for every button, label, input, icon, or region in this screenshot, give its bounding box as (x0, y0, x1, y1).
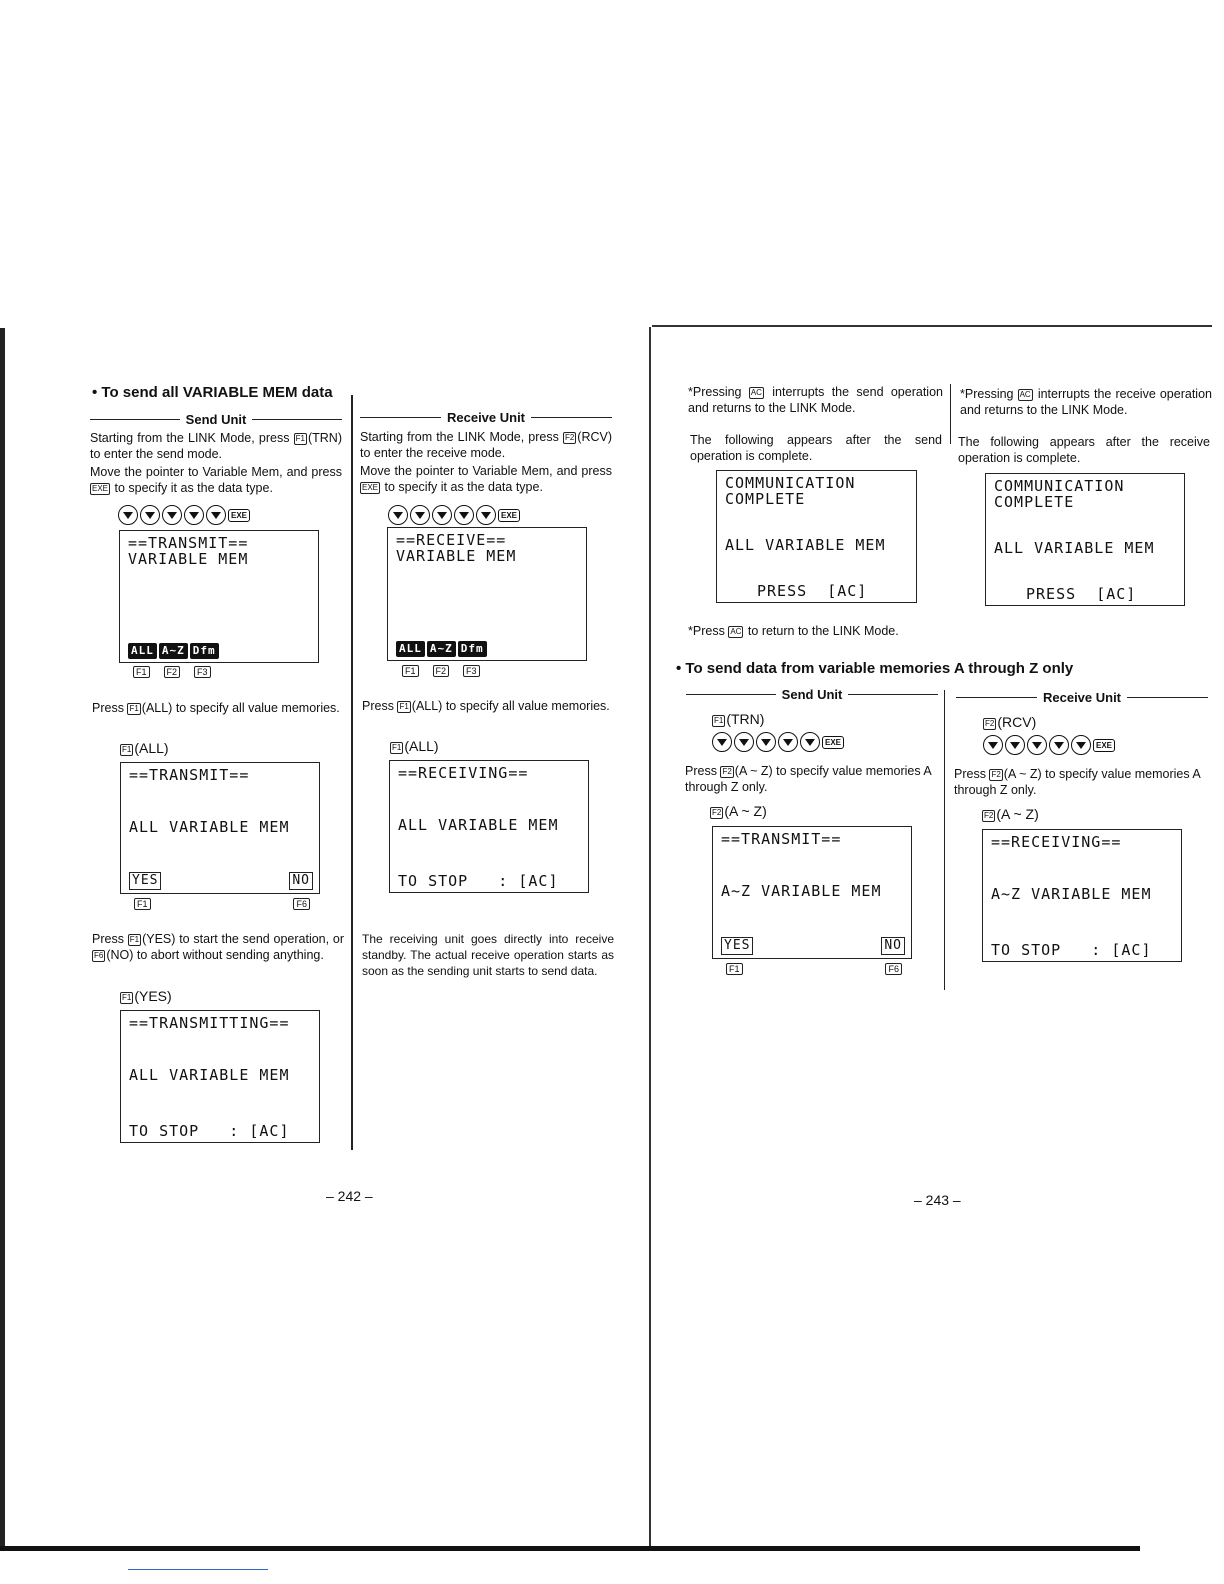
ac-key-icon: AC (750, 388, 762, 397)
yes-no-fkeys (134, 898, 310, 910)
yes-option: YES (129, 872, 161, 890)
down-arrow-sequence (118, 505, 250, 525)
down-arrow-icon (734, 732, 754, 752)
f2-key-icon: F2 (433, 665, 450, 677)
down-arrow-icon (1071, 735, 1091, 755)
f1-key-icon: F1 (133, 666, 150, 678)
f3-key-icon: F3 (194, 666, 211, 678)
note-send-interrupt: *Pressing AC interrupts the send operation and returns to the LINK Mode. (688, 385, 943, 415)
down-arrow-icon (206, 505, 226, 525)
receive-unit-title: Receive Unit (360, 410, 612, 425)
ac-key-icon: AC (730, 627, 742, 636)
down-arrow-icon (756, 732, 776, 752)
receive-complete-screen: COMMUNICATION COMPLETE ALL VARIABLE MEM PRESS [AC] (985, 473, 1185, 606)
receive-select-all-text: Press F1 (ALL) to specify all value memories. (362, 699, 610, 713)
column-divider (351, 395, 353, 1150)
transmit-az-screen: ==TRANSMIT== A~Z VARIABLE MEM YES NO (712, 826, 912, 959)
down-arrow-icon (454, 505, 474, 525)
exe-key-icon: EXE (228, 509, 250, 522)
f1-key-icon: F1 (726, 963, 743, 975)
f1-key-icon: F1 (402, 665, 419, 677)
key-yes: F1 (YES) (122, 988, 172, 1004)
transmit-screen: ==TRANSMIT== VARIABLE MEM ALL A~Z Dfm (119, 530, 319, 663)
f3-key-icon: F3 (463, 665, 480, 677)
page-number-243: – 243 – (914, 1192, 961, 1208)
transmitting-screen: ==TRANSMITTING== ALL VARIABLE MEM TO STOP : [AC] (120, 1010, 320, 1143)
section-heading-az: • To send data from variable memories A through Z only (676, 660, 1074, 677)
exe-key-icon: EXE (822, 736, 844, 749)
section-heading: • To send all VARIABLE MEM data (92, 384, 333, 401)
down-arrow-sequence (983, 735, 1115, 755)
f1-key-icon: F1 (134, 898, 151, 910)
down-arrow-icon (410, 505, 430, 525)
blue-underline (128, 1569, 268, 1570)
down-arrow-icon (983, 735, 1003, 755)
fkey-row (402, 665, 480, 677)
transmit-confirm-screen: ==TRANSMIT== ALL VARIABLE MEM YES NO (120, 762, 320, 894)
f1-key-icon: F1 (295, 434, 305, 443)
down-arrow-icon (800, 732, 820, 752)
receive-unit-title-az: Receive Unit (956, 690, 1208, 705)
send-complete-screen: COMMUNICATION COMPLETE ALL VARIABLE MEM PRESS [AC] (716, 470, 917, 603)
ac-key-icon: AC (1019, 390, 1031, 399)
send-unit-title: Send Unit (90, 412, 342, 427)
key-trn: F1 (TRN) (714, 711, 765, 727)
page-edge-bottom (0, 1546, 1140, 1551)
receive-az-text: Press F2 (A ~ Z) to specify value memories A through Z only. (954, 767, 1201, 797)
receive-standby-text: The receiving unit goes directly into receive standby. The actual receive operation starts as soon as the sending unit starts to send data. (362, 932, 614, 978)
key-all: F1 (ALL) (392, 738, 439, 754)
down-arrow-sequence (712, 732, 844, 752)
yes-option: YES (721, 937, 753, 955)
send-az-text: Press F2 (A ~ Z) to specify value memories A through Z only. (685, 764, 932, 794)
key-az: F2 (A ~ Z) (984, 806, 1039, 822)
key-az: F2 (A ~ Z) (712, 803, 767, 819)
softkey-dfm: Dfm (458, 641, 487, 657)
after-receive-text: The following appears after the receive operation is complete. (958, 435, 1210, 465)
no-option: NO (881, 937, 905, 955)
no-option: NO (289, 872, 313, 890)
exe-key-icon: EXE (498, 509, 520, 522)
key-rcv: F2 (RCV) (985, 714, 1037, 730)
page-number-242: – 242 – (326, 1188, 373, 1204)
down-arrow-icon (1005, 735, 1025, 755)
softkey-az: A~Z (427, 641, 456, 657)
f1-key-icon: F1 (129, 704, 139, 713)
receiving-screen: ==RECEIVING== ALL VARIABLE MEM TO STOP : [AC] (389, 760, 589, 893)
down-arrow-icon (162, 505, 182, 525)
down-arrow-icon (778, 732, 798, 752)
column-divider (944, 690, 945, 990)
down-arrow-icon (476, 505, 496, 525)
f6-key-icon: F6 (885, 963, 902, 975)
softkey-dfm: Dfm (190, 643, 219, 659)
exe-key-icon: EXE (92, 484, 109, 493)
down-arrow-icon (118, 505, 138, 525)
down-arrow-icon (184, 505, 204, 525)
send-unit-title-az: Send Unit (686, 687, 938, 702)
down-arrow-icon (1027, 735, 1047, 755)
down-arrow-icon (1049, 735, 1069, 755)
down-arrow-icon (432, 505, 452, 525)
receive-screen: ==RECEIVE== VARIABLE MEM ALL A~Z Dfm (387, 527, 587, 661)
key-all: F1 (ALL) (122, 740, 169, 756)
fkey-row (133, 666, 211, 678)
down-arrow-sequence (388, 505, 520, 525)
send-select-all-text: Press F1 (ALL) to specify all value memories. (92, 701, 340, 715)
exe-key-icon: EXE (1093, 739, 1115, 752)
softkey-all: ALL (396, 641, 425, 657)
column-divider (950, 384, 951, 444)
f6-key-icon: F6 (293, 898, 310, 910)
f2-key-icon: F2 (164, 666, 181, 678)
softkey-az: A~Z (159, 643, 188, 659)
after-send-text: The following appears after the send operation is complete. (690, 433, 942, 463)
yes-no-fkeys (726, 963, 902, 975)
down-arrow-icon (388, 505, 408, 525)
receive-instructions: Starting from the LINK Mode, press F2 (RCV) to enter the receive mode. Move the pointer to Variable Mem, and press EXE to specify it as the data type. (360, 430, 612, 494)
receiving-az-screen: ==RECEIVING== A~Z VARIABLE MEM TO STOP : [AC] (982, 829, 1182, 962)
note-receive-interrupt: *Pressing AC interrupts the receive operation and returns to the LINK Mode. (960, 387, 1212, 417)
down-arrow-icon (140, 505, 160, 525)
send-start-text: Press F1 (YES) to start the send operation, or F6 (NO) to abort without sending anything. (92, 932, 344, 962)
send-instructions: Starting from the LINK Mode, press F1 (TRN) to enter the send mode. Move the pointer to Variable Mem, and press EXE to specify it as the data type. (90, 431, 342, 495)
page-edge-top-right (652, 325, 1212, 327)
softkey-all: ALL (128, 643, 157, 659)
note-press-ac: *Press AC to return to the LINK Mode. (688, 624, 899, 638)
page-gutter (649, 327, 651, 1547)
down-arrow-icon (712, 732, 732, 752)
page-edge-left (0, 328, 5, 1548)
